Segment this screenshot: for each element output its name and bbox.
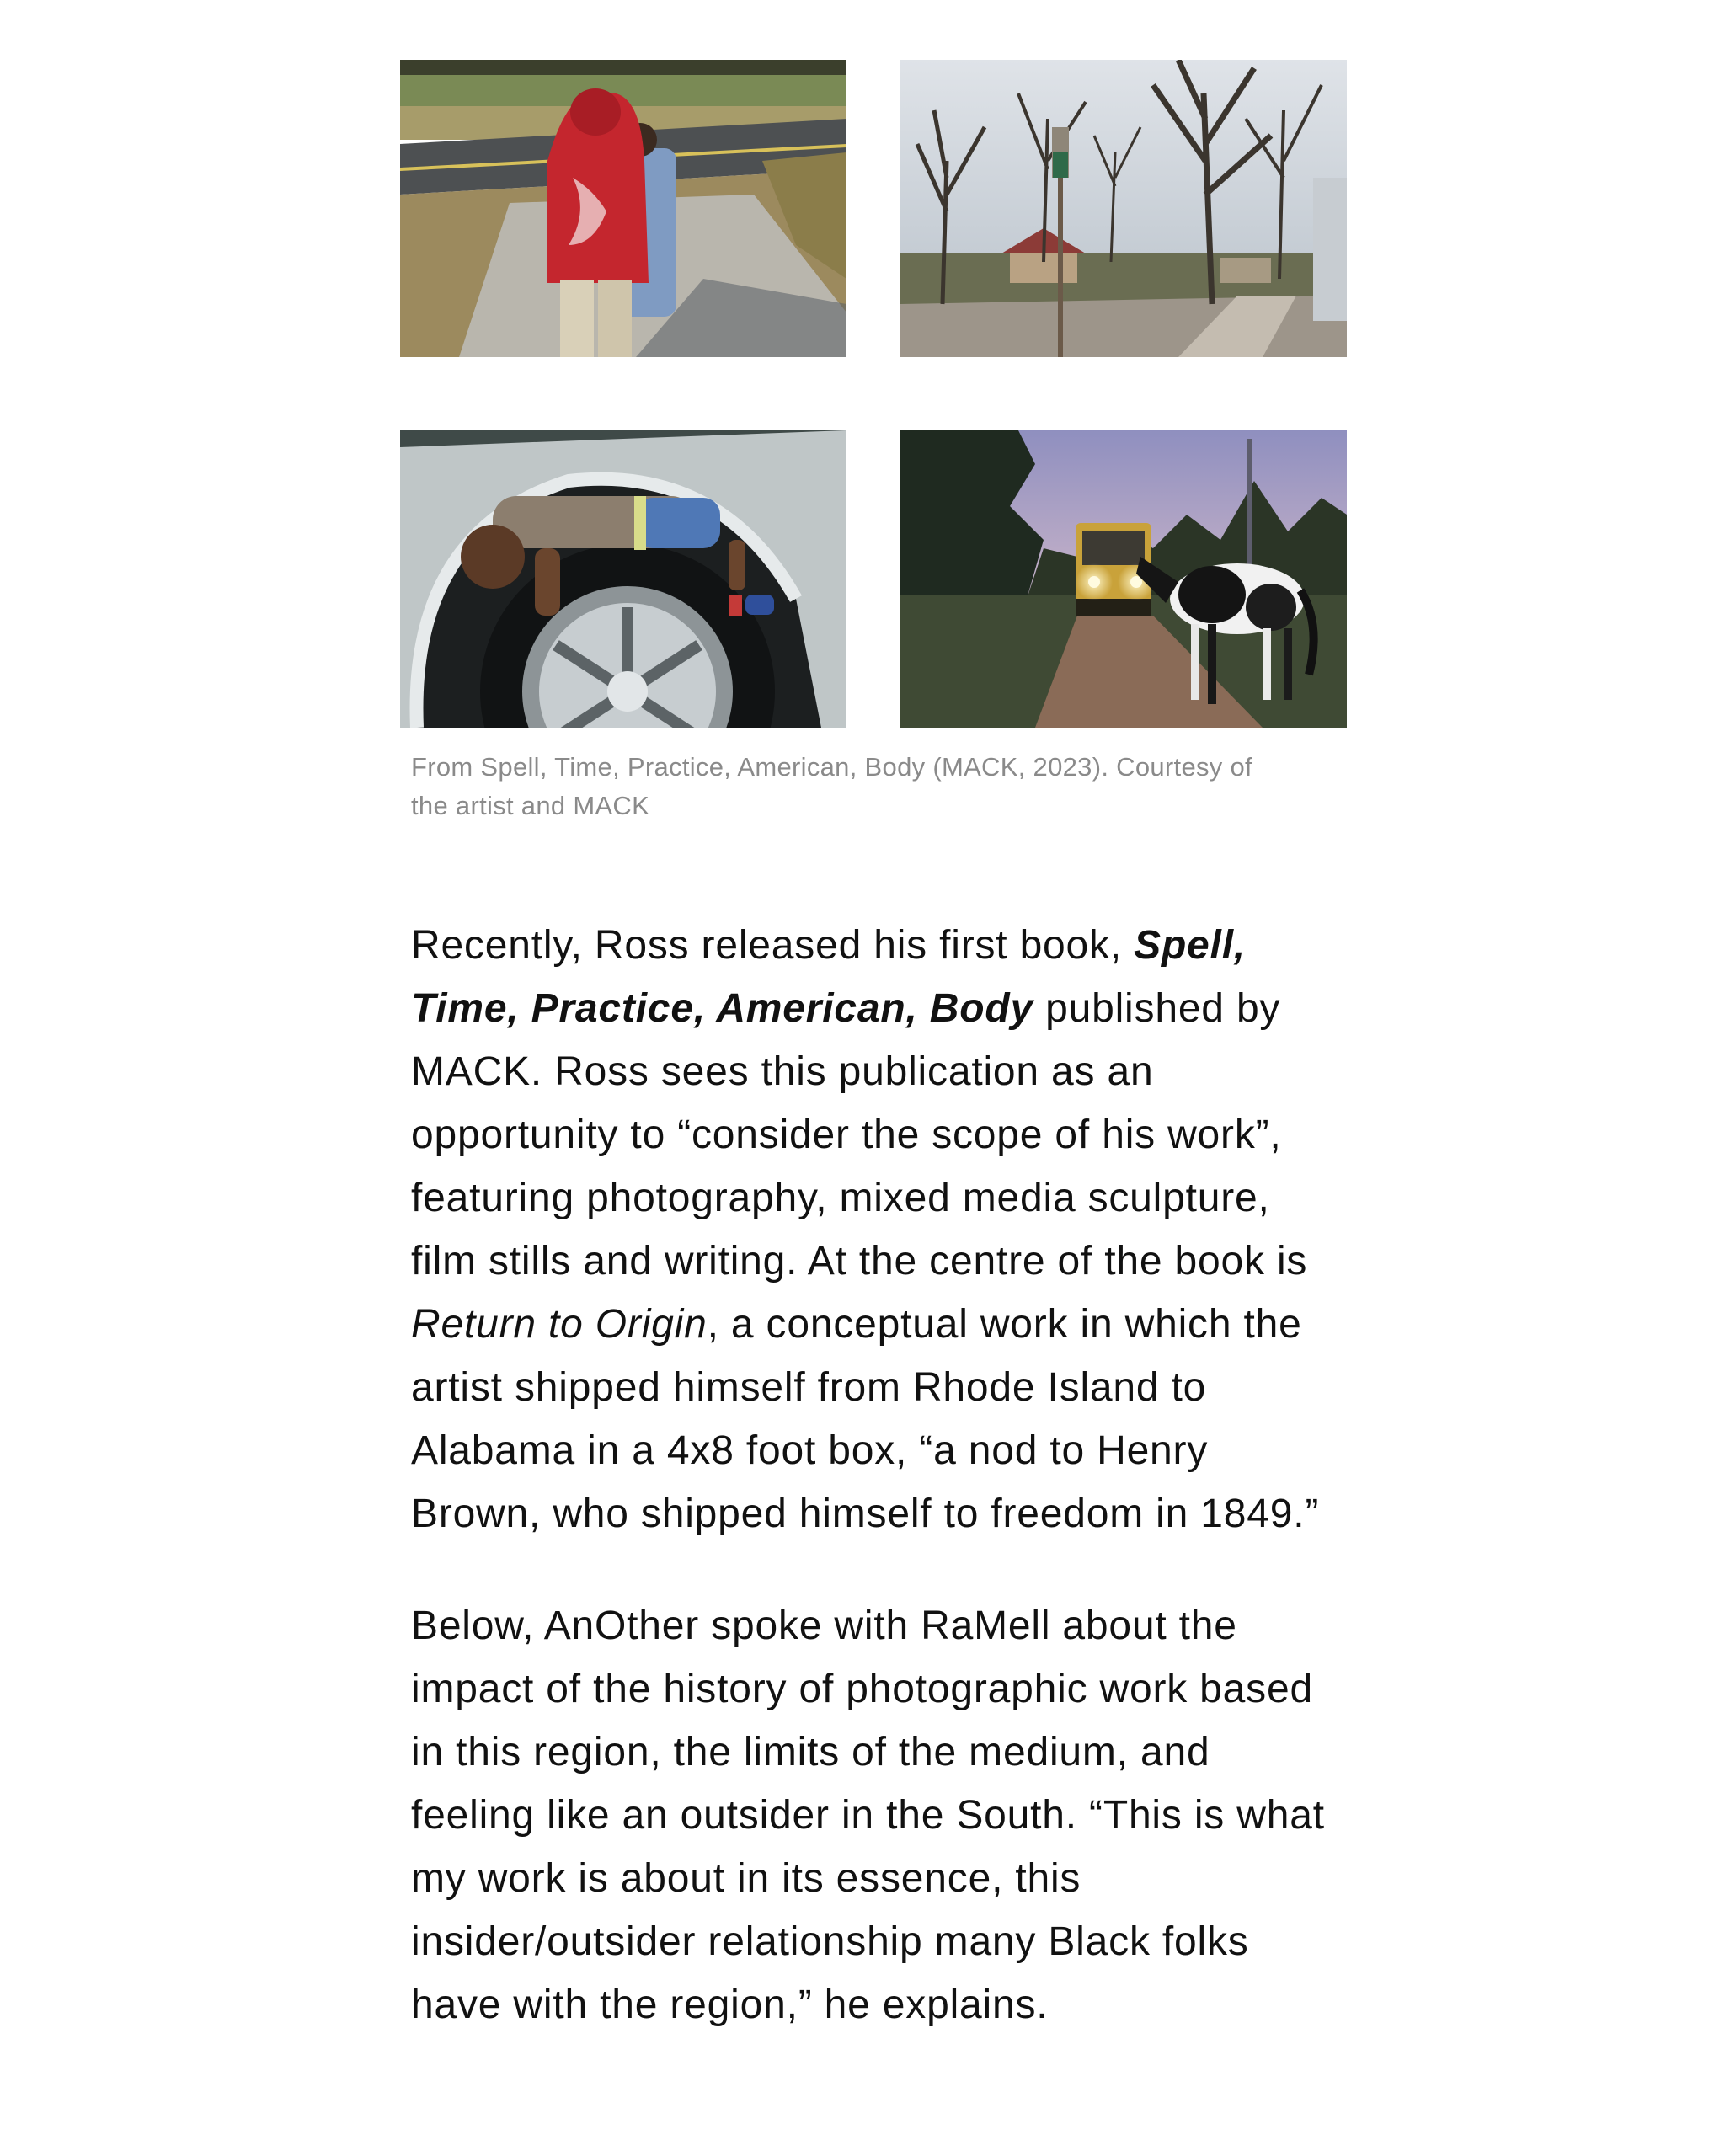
work-title: Return to Origin — [411, 1302, 708, 1347]
article-paragraph-1 — [411, 914, 1329, 1545]
gallery-caption: From Spell, Time, Practice, American, Body (MACK, 2023). Courtesy of the artist and MACK — [411, 752, 1252, 820]
paragraph-1-intro-text: Recently, Ross released his first book, — [411, 923, 1135, 968]
photo-street-trees-image — [900, 60, 1347, 357]
paragraph-1-middle-text: published by MACK. Ross sees this publication as an opportunity to “consider the scope of his work”, featuring photography, mixed media sculpture, film stills and writing. At the centre of the book is — [411, 986, 1308, 1283]
photo-car-wheel-image — [400, 430, 846, 728]
gallery-photo-street-trees[interactable] — [900, 60, 1347, 357]
article-body — [411, 914, 1329, 2036]
gallery-photo-car-wheel[interactable] — [400, 430, 846, 728]
gallery-photo-bus-horse[interactable] — [900, 430, 1347, 728]
gallery-photo-red-hoodie[interactable] — [400, 60, 846, 357]
photo-red-hoodie-image — [400, 60, 846, 357]
book-title: Spell, Time, Practice, American, Body — [411, 923, 1246, 1031]
article-paragraph-2: Below, AnOther spoke with RaMell about the impact of the history of photographic work based in this region, the limits of the medium, and feeling like an outsider in the South. “This is what my work is about in its essence, this insider/outsider relationship many Black folks have with the region,” he explains. — [411, 1604, 1325, 2027]
paragraph-1-closing-text: , a conceptual work in which the artist shipped himself from Rhode Island to Alabama in a 4x8 foot box, “a nod to Henry Brown, who shipped himself to freedom in 1849.” — [411, 1302, 1320, 1536]
photo-bus-horse-image — [900, 430, 1347, 728]
